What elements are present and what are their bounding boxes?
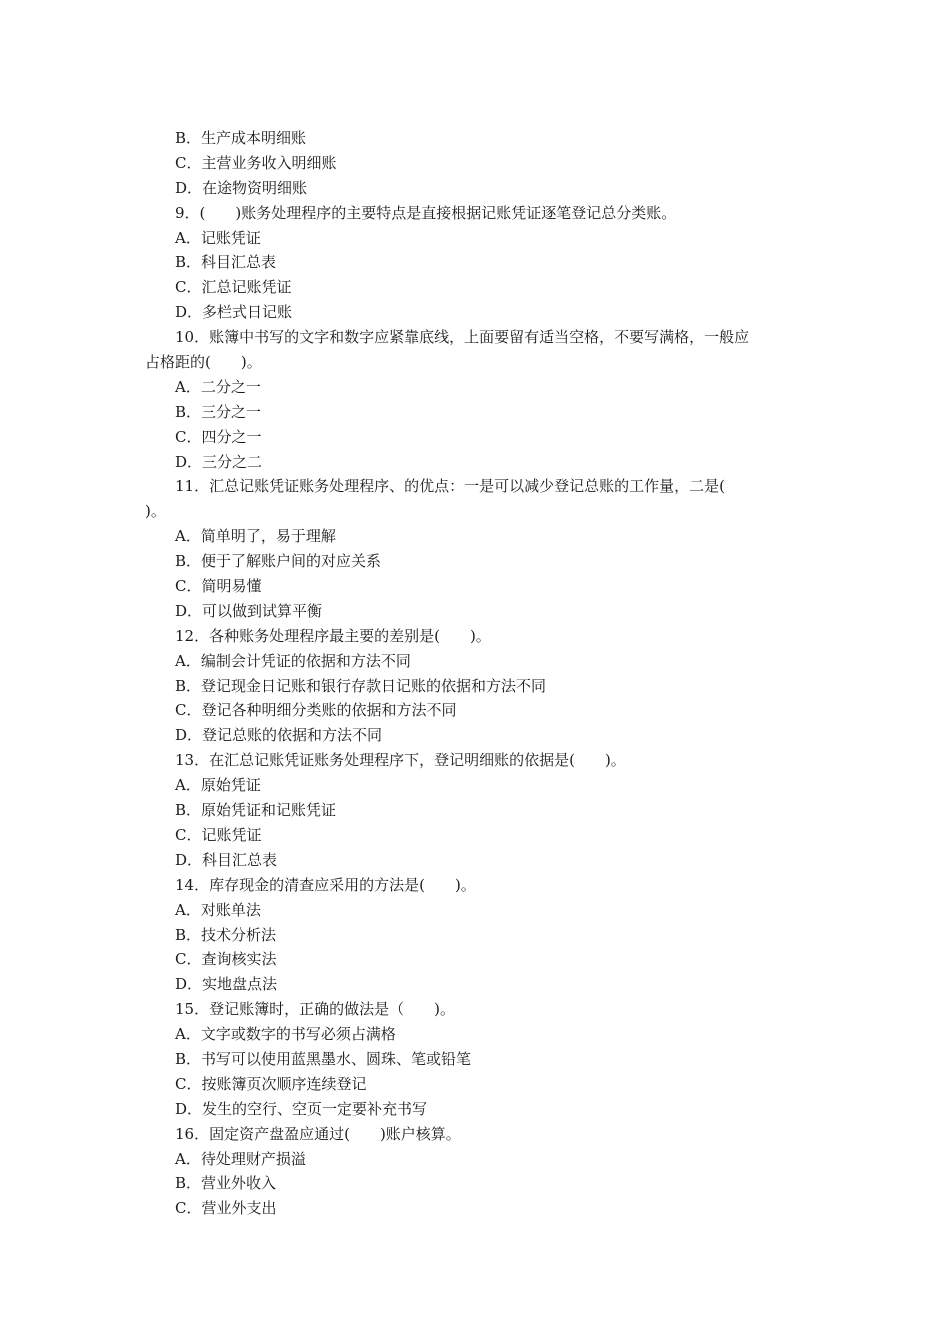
question-text: 13．在汇总记账凭证账务处理程序下，登记明细账的依据是( )。 <box>175 751 626 770</box>
answer-option: C．简明易懂 <box>175 577 262 596</box>
question-text: 16．固定资产盘盈应通过( )账户核算。 <box>175 1124 461 1143</box>
question-text: 15．登记账簿时，正确的做法是（ )。 <box>175 1000 455 1019</box>
question-text: 10．账簿中书写的文字和数字应紧靠底线，上面要留有适当空格，不要写满格，一般应 <box>175 328 750 347</box>
question-text: 11．汇总记账凭证账务处理程序、的优点：一是可以减少登记总账的工作量，二是( <box>175 477 725 496</box>
answer-option: A．文字或数字的书写必须占满格 <box>175 1025 396 1044</box>
answer-option: C．查询核实法 <box>175 950 277 969</box>
answer-option: D．多栏式日记账 <box>175 303 293 322</box>
answer-option: B．科目汇总表 <box>175 253 277 272</box>
answer-option: C．按账簿页次顺序连续登记 <box>175 1074 367 1093</box>
answer-option: B．便于了解账户间的对应关系 <box>175 552 382 571</box>
answer-option: A．简单明了，易于理解 <box>175 527 336 546</box>
question-text-continued: )。 <box>145 502 166 521</box>
answer-option: B．原始凭证和记账凭证 <box>175 801 337 820</box>
question-text: 14．库存现金的清查应采用的方法是( )。 <box>175 875 476 894</box>
question-text-continued: 占格距的( )。 <box>145 353 262 372</box>
answer-option: B．登记现金日记账和银行存款日记账的依据和方法不同 <box>175 676 547 695</box>
answer-option: D．科目汇总表 <box>175 850 278 869</box>
answer-option: D．三分之二 <box>175 452 263 471</box>
answer-option: D．可以做到试算平衡 <box>175 601 323 620</box>
answer-option: B．技术分析法 <box>175 925 277 944</box>
document-body <box>145 126 810 1221</box>
answer-option: B．书写可以使用蓝黑墨水、圆珠、笔或铅笔 <box>175 1049 472 1068</box>
question-text: 9．( )账务处理程序的主要特点是直接根据记账凭证逐笔登记总分类账。 <box>175 203 677 222</box>
answer-option: B．三分之一 <box>175 402 262 421</box>
answer-option: A．待处理财产损溢 <box>175 1149 306 1168</box>
answer-option: C．营业外支出 <box>175 1199 277 1218</box>
answer-option: B．生产成本明细账 <box>175 129 307 147</box>
answer-option: D．发生的空行、空页一定要补充书写 <box>175 1099 428 1118</box>
question-text: 12．各种账务处理程序最主要的差别是( )。 <box>175 626 491 645</box>
answer-option: C．记账凭证 <box>175 825 262 844</box>
answer-option: C．汇总记账凭证 <box>175 278 292 297</box>
answer-option: A．对账单法 <box>175 900 261 919</box>
answer-option: A．记账凭证 <box>175 228 261 247</box>
answer-option: D．实地盘点法 <box>175 975 278 994</box>
answer-option: C．四分之一 <box>175 427 262 446</box>
answer-option: A．二分之一 <box>175 377 261 396</box>
answer-option: A．编制会计凭证的依据和方法不同 <box>175 651 411 670</box>
answer-option: A．原始凭证 <box>175 776 261 795</box>
answer-option: D．登记总账的依据和方法不同 <box>175 726 383 745</box>
answer-option: C．主营业务收入明细账 <box>175 153 337 172</box>
answer-option: B．营业外收入 <box>175 1174 277 1193</box>
answer-option: C．登记各种明细分类账的依据和方法不同 <box>175 701 457 720</box>
answer-option: D．在途物资明细账 <box>175 178 308 197</box>
